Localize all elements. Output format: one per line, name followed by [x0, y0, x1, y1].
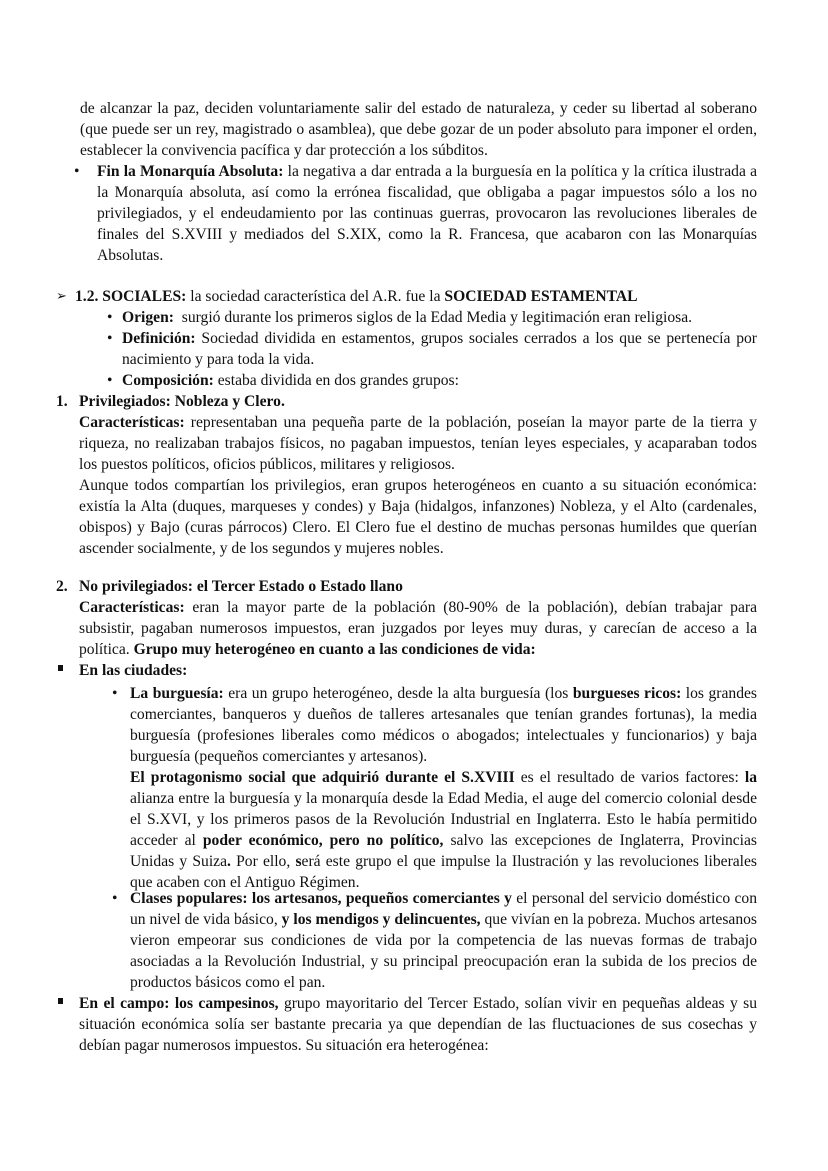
- bold-run: poder económico, pero no político,: [202, 832, 444, 849]
- bold-run: El protagonismo social que adquirió durante el S.XVIII: [130, 769, 515, 786]
- bullet-text: el personal del servicio doméstico con un nivel de vida básico,: [130, 890, 757, 928]
- paragraph-hobbes: [80, 98, 757, 161]
- text-run: erá este grupo el que impulse la Ilustración y las revoluciones liberales que acaben con el Antiguo Régimen.: [130, 853, 758, 891]
- bullet-text: Sociedad dividida en estamentos, grupos sociales cerrados a los que se pertenecía por nacimiento y para toda la vida.: [122, 330, 757, 368]
- section-heading-sociales: [75, 286, 775, 307]
- section-bold: SOCIEDAD ESTAMENTAL: [444, 288, 638, 305]
- caracteristicas-text: eran la mayor parte de la población (80-90% de la población), debían trabajar para subsistir, pagaban numerosos impuestos, eran juzgados por leyes muy duras, y carecían de acceso a la política.: [79, 599, 757, 658]
- campo-block: [79, 993, 757, 1056]
- bullet-burguesia: [130, 683, 757, 893]
- bullet-icon: •: [112, 685, 118, 702]
- bullet-origen: [122, 307, 762, 328]
- bullet-definicion: [122, 328, 757, 370]
- privilegiados-block: [79, 391, 757, 559]
- bullet-text: surgió durante los primeros siglos de la Edad Media y legitimación eran religiosa.: [173, 309, 693, 326]
- bullet-icon: •: [112, 890, 118, 907]
- section-text: la sociedad característica del A.R. fue la: [186, 288, 445, 305]
- no-privilegiados-block: [79, 576, 757, 660]
- ciudades-label: En las ciudades:: [79, 662, 188, 679]
- bullet-icon: •: [107, 309, 113, 326]
- square-bullet-icon: [58, 665, 63, 671]
- heading-ciudades: [79, 660, 757, 681]
- campo-text: grupo mayoritario del Tercer Estado, solían vivir en pequeñas aldeas y su situación económica solía ser bastante precaria ya que dependían de las fluctuaciones de sus cosechas y debían pagar numerosos impuestos. Su situación era heterogénea:: [79, 995, 757, 1054]
- text-run: alianza entre la burguesía y la monarquía desde la Edad Media, el auge del comercio colonial desde el S.XVI, y los primeros pasos de la Revolución Industrial en Inglaterra. Esto le había permitido acceder al: [130, 790, 757, 849]
- bullet-icon: •: [107, 330, 113, 347]
- list-number: 2.: [56, 578, 68, 595]
- arrow-bullet-icon: ➢: [56, 289, 67, 304]
- bullet-label: La burguesía:: [130, 685, 224, 702]
- campo-label: En el campo: los campesinos,: [79, 995, 279, 1012]
- bullet-clases-populares: [130, 888, 757, 993]
- bold-run: la: [744, 769, 757, 786]
- caracteristicas-text: representaban una pequeña parte de la población, poseían la mayor parte de la tierra y riqueza, no realizaban trabajos físicos, no pagaban impuestos, tenían leyes especiales, y acaparaban todos los puestos políticos, oficios públicos, militares y religiosos.: [79, 414, 757, 473]
- caracteristicas-bold: Grupo muy heterogéneo en cuanto a las condiciones de vida:: [133, 641, 536, 658]
- bold-run: s: [295, 853, 302, 870]
- square-bullet-icon: [58, 998, 63, 1004]
- bullet-bold: y los mendigos y delincuentes,: [281, 911, 481, 928]
- text-run: Por ello,: [230, 853, 296, 870]
- caracteristicas-label: Características:: [79, 599, 185, 616]
- bullet-text: los grandes comerciantes, banqueros y dueños de talleres artesanales que tenían grandes fortunas), la media burguesía (profesiones liberales como médicos o abogados; intelectuales y funcionarios) y baja burguesía (pequeños comerciantes y artesanos).: [130, 685, 757, 765]
- bold-run: .: [227, 853, 231, 870]
- caracteristicas-label: Características:: [79, 414, 185, 431]
- bullet-text: era un grupo heterogéneo, desde la alta burguesía (los: [223, 685, 573, 702]
- privilegiados-title: Privilegiados: Nobleza y Clero.: [79, 393, 285, 410]
- bullet-label: Fin la Monarquía Absoluta:: [97, 163, 284, 180]
- bullet-label: Composición:: [122, 372, 214, 389]
- bullet-text: estaba dividida en dos grandes grupos:: [213, 372, 459, 389]
- bullet-text: la negativa a dar entrada a la burguesía en la política y la crítica ilustrada a la Monarquía absoluta, así como la errónea fiscalidad, que obligaba a pagar impuestos sólo a los no privilegiados, y el endeudamiento por las continuas guerras, provocaron las revoluciones liberales de finales del S.XVIII y mediados del S.XIX, como la R. Francesa, que acabaron con las Monarquías Absolutas.: [97, 163, 757, 264]
- aunque-paragraph: Aunque todos compartían los privilegios, eran grupos heterogéneos en cuanto a su situación económica: existía la Alta (duques, marqueses y condes) y Baja (hidalgos, infanzones) Nobleza, y el Alto (cardenales, obispos) y Bajo (curas párrocos) Clero. El Clero fue el destino de muchas personas humildes que querían ascender socialmente, y de los segundos y mujeres nobles.: [79, 477, 757, 557]
- no-privilegiados-title: No privilegiados: el Tercer Estado o Estado llano: [79, 578, 403, 595]
- bullet-icon: •: [74, 163, 80, 180]
- bullet-label: Clases populares: los artesanos, pequeños comerciantes y: [130, 890, 512, 907]
- bullet-label: Definición:: [122, 330, 196, 347]
- list-number: 1.: [56, 393, 68, 410]
- text-run: es el resultado de varios factores:: [514, 769, 745, 786]
- bullet-label: Origen:: [122, 309, 174, 326]
- bullet-text: que vivían en la pobreza. Muchos artesanos vieron empeorar sus condiciones de vida por la competencia de las nuevas formas de trabajo asociadas a la Revolución Industrial, y su principal preocupación eran la subida de los precios de productos básicos como el pan.: [130, 911, 757, 991]
- section-label: 1.2. SOCIALES:: [75, 288, 187, 305]
- paragraph-text: de alcanzar la paz, deciden voluntariamente salir del estado de naturaleza, y ceder su libertad al soberano (que puede ser un rey, magistrado o asamblea), que debe gozar de un poder absoluto para imponer el orden, establecer la convivencia pacífica y dar protección a los súbditos.: [80, 100, 757, 159]
- text-run: salvo las excepciones de Inglaterra, Provincias Unidas y Suiza: [130, 832, 757, 870]
- bullet-composicion: [122, 370, 757, 391]
- bullet-icon: •: [107, 372, 113, 389]
- bullet-bold: burgueses ricos:: [572, 685, 682, 702]
- bullet-fin-monarquia: [97, 161, 757, 266]
